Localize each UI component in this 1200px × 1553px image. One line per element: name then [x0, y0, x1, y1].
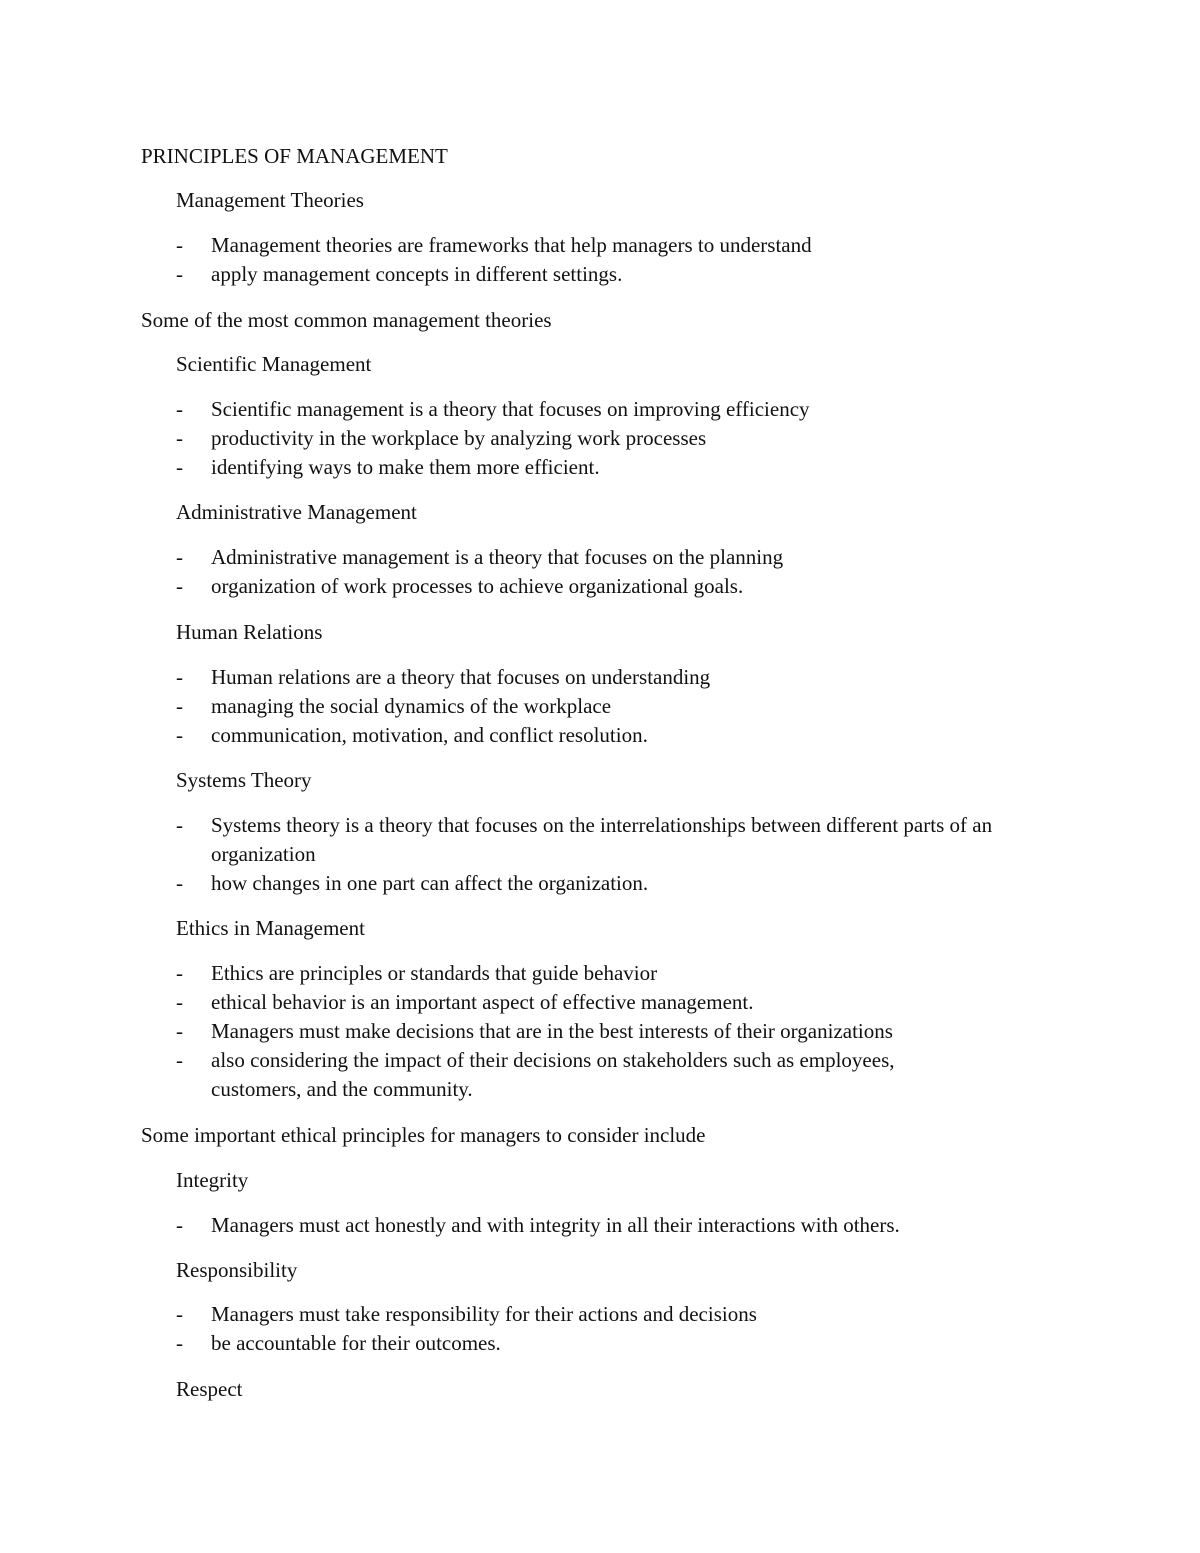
bullet-list-ethics-in-management [176, 959, 1076, 1104]
section-heading-administrative-management: Administrative Management [176, 500, 417, 524]
list-item [176, 260, 1076, 289]
bullet-text: productivity in the workplace by analyzing work processes [211, 426, 707, 450]
list-item [176, 572, 1076, 601]
bullet-dash: - [176, 545, 183, 569]
bullet-dash: - [176, 455, 183, 479]
bullet-dash: - [176, 262, 183, 286]
bullet-text: Scientific management is a theory that focuses on improving efficiency [211, 397, 810, 421]
bullet-dash: - [176, 871, 183, 895]
bullet-text: Managers must act honestly and with integrity in all their interactions with others. [211, 1213, 900, 1237]
section-heading-respect: Respect [176, 1377, 243, 1401]
list-item [176, 1046, 981, 1104]
bullet-dash: - [176, 990, 183, 1014]
bullet-text: Systems theory is a theory that focuses on the interrelationships between different parts of an organization [211, 813, 993, 866]
list-item [176, 424, 1076, 453]
list-item [176, 1300, 1076, 1329]
list-item [176, 453, 1076, 482]
list-item [176, 869, 1076, 898]
bullet-dash: - [176, 1331, 183, 1355]
bullet-dash: - [176, 1213, 183, 1237]
bullet-text: how changes in one part can affect the organization. [211, 871, 649, 895]
section-heading-integrity: Integrity [176, 1168, 249, 1192]
list-item [176, 395, 1076, 424]
bullet-dash: - [176, 723, 183, 747]
bullet-text: Managers must take responsibility for their actions and decisions [211, 1302, 757, 1326]
bullet-dash: - [176, 694, 183, 718]
bullet-text: also considering the impact of their decisions on stakeholders such as employees, customers, and the community. [211, 1048, 895, 1101]
section-heading-management-theories: Management Theories [176, 188, 364, 212]
bullet-list-administrative-management [176, 543, 1076, 601]
bullet-list-responsibility [176, 1300, 1076, 1358]
bullet-list-scientific-management [176, 395, 1076, 482]
bullet-text: Managers must make decisions that are in the best interests of their organizations [211, 1019, 893, 1043]
list-item [176, 721, 1076, 750]
bullet-list-management-theories [176, 231, 1076, 289]
list-item [176, 1017, 1076, 1046]
bullet-text: communication, motivation, and conflict resolution. [211, 723, 648, 747]
bullet-text: be accountable for their outcomes. [211, 1331, 501, 1355]
list-item [176, 1211, 1076, 1240]
document-title: PRINCIPLES OF MANAGEMENT [141, 144, 448, 168]
bullet-dash: - [176, 426, 183, 450]
list-item [176, 811, 1076, 869]
bullet-dash: - [176, 961, 183, 985]
bullet-list-human-relations [176, 663, 1076, 750]
bullet-dash: - [176, 1019, 183, 1043]
bullet-text: organization of work processes to achieve organizational goals. [211, 574, 744, 598]
bullet-dash: - [176, 1302, 183, 1326]
section-heading-responsibility: Responsibility [176, 1258, 298, 1282]
section-heading-ethics-in-management: Ethics in Management [176, 916, 365, 940]
bullet-text: identifying ways to make them more efficient. [211, 455, 600, 479]
bullet-text: Administrative management is a theory that focuses on the planning [211, 545, 784, 569]
list-item [176, 1329, 1076, 1358]
bullet-dash: - [176, 665, 183, 689]
paragraph-ethical-principles: Some important ethical principles for managers to consider include [141, 1123, 706, 1147]
paragraph-common-theories: Some of the most common management theories [141, 308, 552, 332]
list-item [176, 231, 1076, 260]
bullet-text: ethical behavior is an important aspect of effective management. [211, 990, 754, 1014]
bullet-dash: - [176, 233, 183, 257]
bullet-list-integrity [176, 1211, 1076, 1240]
list-item [176, 959, 1076, 988]
bullet-text: Management theories are frameworks that help managers to understand [211, 233, 812, 257]
bullet-dash: - [176, 813, 183, 837]
bullet-dash: - [176, 1048, 183, 1072]
list-item [176, 663, 1076, 692]
bullet-dash: - [176, 574, 183, 598]
list-item [176, 692, 1076, 721]
list-item [176, 543, 1076, 572]
bullet-text: apply management concepts in different settings. [211, 262, 623, 286]
list-item [176, 988, 1076, 1017]
section-heading-human-relations: Human Relations [176, 620, 323, 644]
bullet-text: Ethics are principles or standards that guide behavior [211, 961, 658, 985]
section-heading-systems-theory: Systems Theory [176, 768, 312, 792]
bullet-dash: - [176, 397, 183, 421]
bullet-list-systems-theory [176, 811, 1076, 898]
section-heading-scientific-management: Scientific Management [176, 352, 372, 376]
bullet-text: Human relations are a theory that focuses on understanding [211, 665, 711, 689]
bullet-text: managing the social dynamics of the workplace [211, 694, 612, 718]
